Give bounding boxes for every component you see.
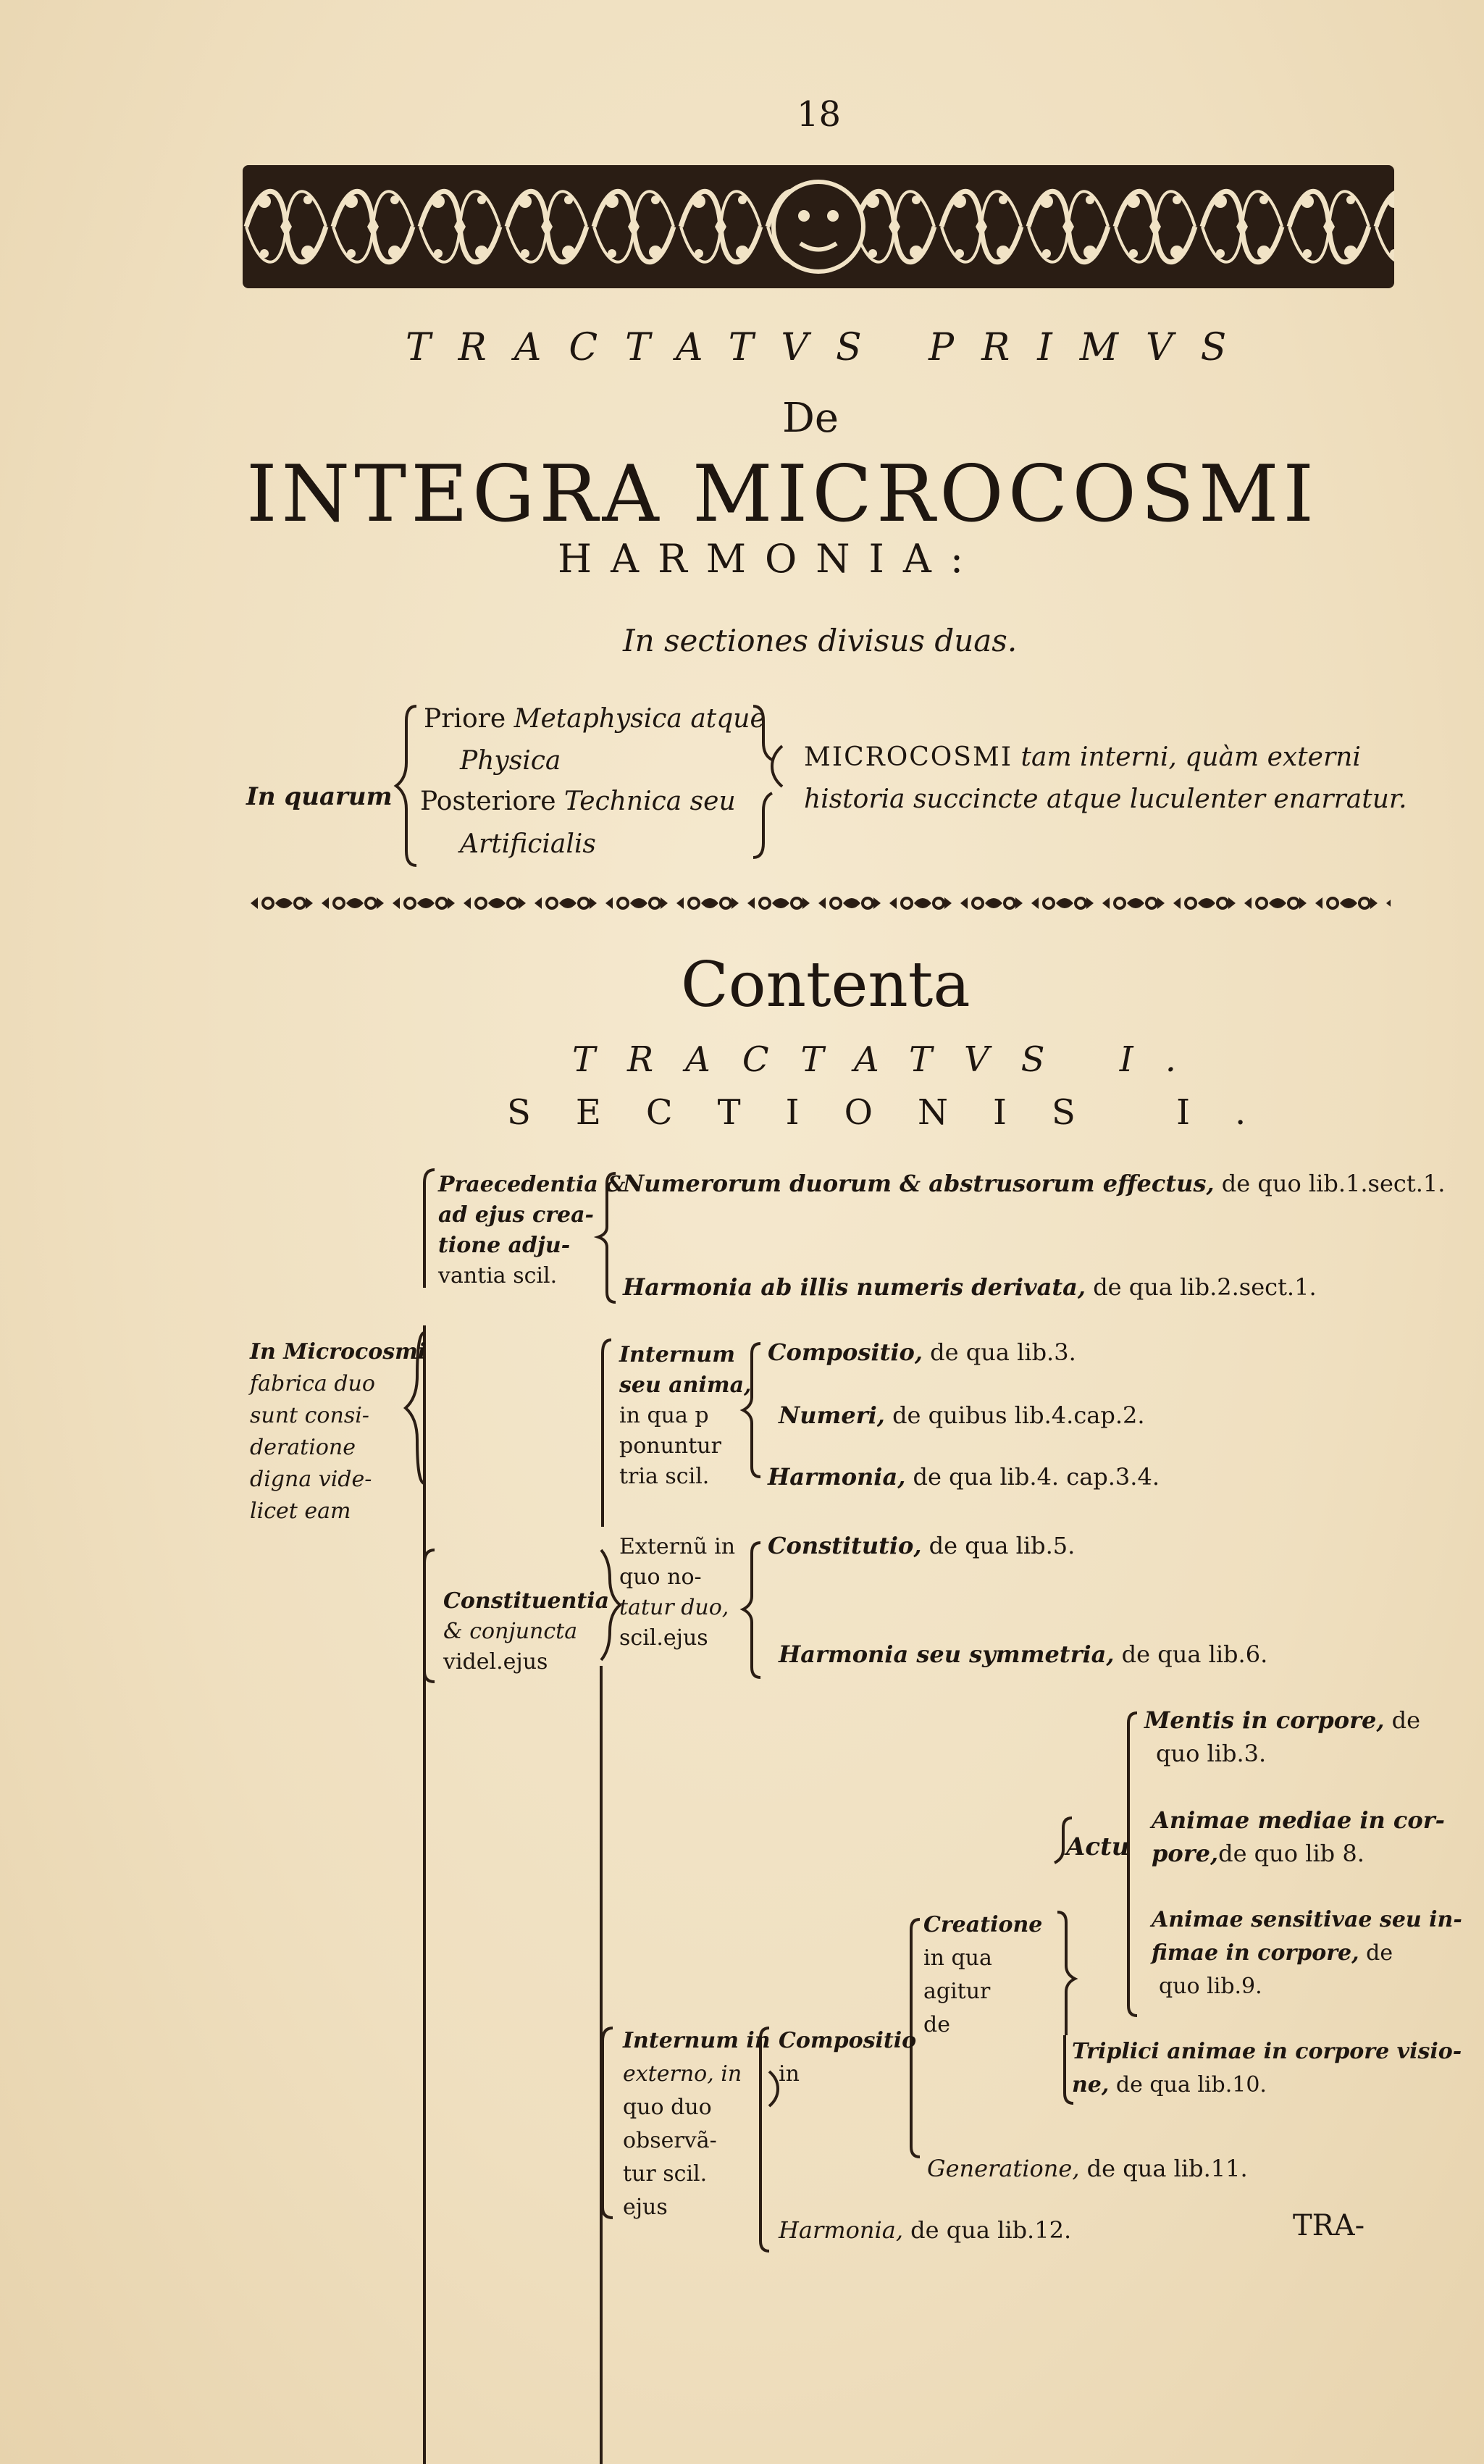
internum-item-2 bbox=[779, 1401, 1145, 1429]
int-item-3-a: Harmonia, bbox=[768, 1463, 906, 1491]
mentis-b: de bbox=[1391, 1706, 1421, 1734]
internum-item-3 bbox=[768, 1463, 1160, 1491]
praec-item-1 bbox=[623, 1170, 1445, 1197]
const-line-3: videl.ejus bbox=[443, 1649, 548, 1675]
int-item-1-b: de qua lib.3. bbox=[930, 1338, 1076, 1366]
priore-metaphysica: Metaphysica atque bbox=[513, 704, 766, 734]
ie-line-4: observã- bbox=[623, 2128, 717, 2153]
generatione-item bbox=[927, 2155, 1248, 2182]
praec-line-1: Praecedentia & bbox=[438, 1172, 626, 1197]
in-quarum: In quarum bbox=[246, 782, 393, 811]
mentis-a: Mentis in corpore, bbox=[1144, 1706, 1385, 1734]
praec-item-1-b: de quo lib.1.sect.1. bbox=[1221, 1170, 1446, 1197]
praec-line-2: ad ejus crea- bbox=[438, 1202, 594, 1228]
mediae-a: Animae mediae in cor- bbox=[1152, 1806, 1445, 1834]
comp-line-1: Compositio bbox=[779, 2028, 917, 2053]
praec-item-1-a: Numerorum duorum & abstrusorum effectus, bbox=[623, 1170, 1215, 1197]
de-word: De bbox=[782, 395, 839, 442]
praec-line-4: vantia scil. bbox=[438, 1263, 558, 1288]
praec-line-3: tione adju- bbox=[438, 1233, 571, 1258]
page-number: 18 bbox=[797, 94, 842, 135]
sectiones-line: In sectiones divisus duas. bbox=[623, 623, 1018, 658]
ext-item-1-a: Constitutio, bbox=[768, 1532, 922, 1559]
creat-line-1: Creatione bbox=[923, 1912, 1043, 1937]
trip-b: ne, bbox=[1072, 2072, 1110, 2098]
main-title: INTEGRA MICROCOSMI bbox=[246, 449, 1319, 540]
sens-d: quo lib.9. bbox=[1159, 1974, 1262, 1999]
left-line-4: deratione bbox=[250, 1435, 356, 1460]
creat-line-3: agitur bbox=[923, 1979, 991, 2004]
catchword: TRA- bbox=[1293, 2209, 1365, 2242]
sens-c: de bbox=[1366, 1940, 1393, 1966]
tractatus-title: TRACTATVS PRIMVS bbox=[406, 326, 1254, 369]
harmonia-last-item bbox=[779, 2216, 1071, 2244]
int-item-2-b: de quibus lib.4.cap.2. bbox=[892, 1401, 1145, 1429]
subtitle-harmonia: HARMONIA: bbox=[558, 536, 983, 582]
ext-line-4: scil.ejus bbox=[619, 1625, 708, 1651]
ext-line-3: tatur duo, bbox=[619, 1595, 729, 1620]
sens-b: fimae in corpore, bbox=[1152, 1940, 1359, 1966]
ie-line-3: quo duo bbox=[623, 2095, 712, 2120]
triplici-item bbox=[1072, 2035, 1462, 2102]
constituentia-block bbox=[443, 1586, 609, 1677]
priore-physica: Physica bbox=[460, 746, 561, 776]
ext-line-2: quo no- bbox=[619, 1564, 702, 1590]
internum-externo-block bbox=[623, 2024, 771, 2224]
tractatus-i: TRACTATVS I. bbox=[572, 1039, 1209, 1080]
posteriore-word: Posteriore bbox=[420, 787, 556, 816]
int-line-2: seu anima, bbox=[619, 1373, 752, 1398]
comp-line-2: in bbox=[779, 2061, 800, 2087]
posteriore-technica: Technica seu bbox=[564, 787, 736, 816]
ie-line-5: tur scil. bbox=[623, 2161, 708, 2187]
contenta-heading: Contenta bbox=[681, 949, 971, 1021]
ie-line-6: ejus bbox=[623, 2195, 668, 2220]
int-line-3: in qua p bbox=[619, 1403, 709, 1428]
creat-line-4: de bbox=[923, 2012, 950, 2037]
externum-item-2 bbox=[779, 1640, 1267, 1668]
priore-word: Priore bbox=[424, 704, 506, 734]
harm-b: de qua lib.12. bbox=[910, 2216, 1072, 2244]
internum-item-1 bbox=[768, 1338, 1076, 1366]
praec-item-2 bbox=[623, 1273, 1317, 1301]
posteriore-artificialis: Artificialis bbox=[460, 829, 596, 859]
microcosmi-word: MICROCOSMI bbox=[804, 742, 1013, 772]
int-item-3-b: de qua lib.4. cap.3.4. bbox=[913, 1463, 1160, 1491]
const-line-1: Constituentia bbox=[443, 1588, 610, 1614]
externum-item-1 bbox=[768, 1532, 1075, 1559]
mediae-c: de quo lib 8. bbox=[1218, 1840, 1364, 1867]
trip-a: Triplici animae in corpore visio- bbox=[1072, 2039, 1462, 2064]
mentis-item bbox=[1144, 1704, 1420, 1770]
sens-a: Animae sensitivae seu in- bbox=[1152, 1907, 1462, 1932]
ext-line-1: Externũ in bbox=[619, 1534, 736, 1559]
left-line-1: In Microcosmi bbox=[250, 1339, 427, 1365]
trip-c: de qua lib.10. bbox=[1115, 2072, 1267, 2098]
externum-block bbox=[619, 1532, 735, 1654]
compositio-block bbox=[779, 2024, 916, 2091]
creatione-block bbox=[923, 1908, 1042, 2042]
microcosmi-historia: historia succincte atque luculenter enarratur. bbox=[804, 784, 1407, 814]
left-group-text bbox=[250, 1336, 426, 1528]
gen-a: Generatione, bbox=[927, 2155, 1080, 2182]
left-line-5: digna vide- bbox=[250, 1467, 372, 1492]
mediae-b: pore, bbox=[1152, 1840, 1219, 1867]
int-line-4: ponuntur bbox=[619, 1433, 721, 1459]
sectionis-i: SECTIONIS I. bbox=[507, 1092, 1291, 1133]
ext-item-1-b: de qua lib.5. bbox=[928, 1532, 1076, 1559]
microcosmi-tam: tam interni, quàm externi bbox=[1020, 742, 1361, 772]
praecedentia-block bbox=[438, 1170, 625, 1291]
int-item-1-a: Compositio, bbox=[768, 1338, 923, 1366]
creat-line-2: in qua bbox=[923, 1945, 992, 1971]
praec-item-2-a: Harmonia ab illis numeris derivata, bbox=[623, 1273, 1086, 1301]
harm-a: Harmonia, bbox=[779, 2216, 903, 2244]
ie-line-2: externo, in bbox=[623, 2061, 742, 2087]
int-line-5: tria scil. bbox=[619, 1464, 710, 1489]
int-item-2-a: Numeri, bbox=[779, 1401, 885, 1429]
left-line-2: fabrica duo bbox=[250, 1371, 375, 1396]
animae-sensitivae-item bbox=[1152, 1903, 1462, 2003]
left-line-6: licet eam bbox=[250, 1499, 351, 1524]
ext-item-2-b: de qua lib.6. bbox=[1121, 1640, 1268, 1668]
left-line-3: sunt consi- bbox=[250, 1403, 369, 1428]
praec-item-2-b: de qua lib.2.sect.1. bbox=[1093, 1273, 1317, 1301]
mentis-c: quo lib.3. bbox=[1156, 1740, 1267, 1767]
actu-label: Actu bbox=[1066, 1832, 1130, 1861]
int-line-1: Internum bbox=[619, 1342, 735, 1367]
internum-block bbox=[619, 1340, 752, 1492]
gen-b: de qua lib.11. bbox=[1086, 2155, 1248, 2182]
ie-line-1: Internum in bbox=[623, 2028, 771, 2053]
ext-item-2-a: Harmonia seu symmetria, bbox=[779, 1640, 1115, 1668]
const-line-2: & conjuncta bbox=[443, 1619, 578, 1644]
animae-mediae-item bbox=[1152, 1803, 1445, 1870]
